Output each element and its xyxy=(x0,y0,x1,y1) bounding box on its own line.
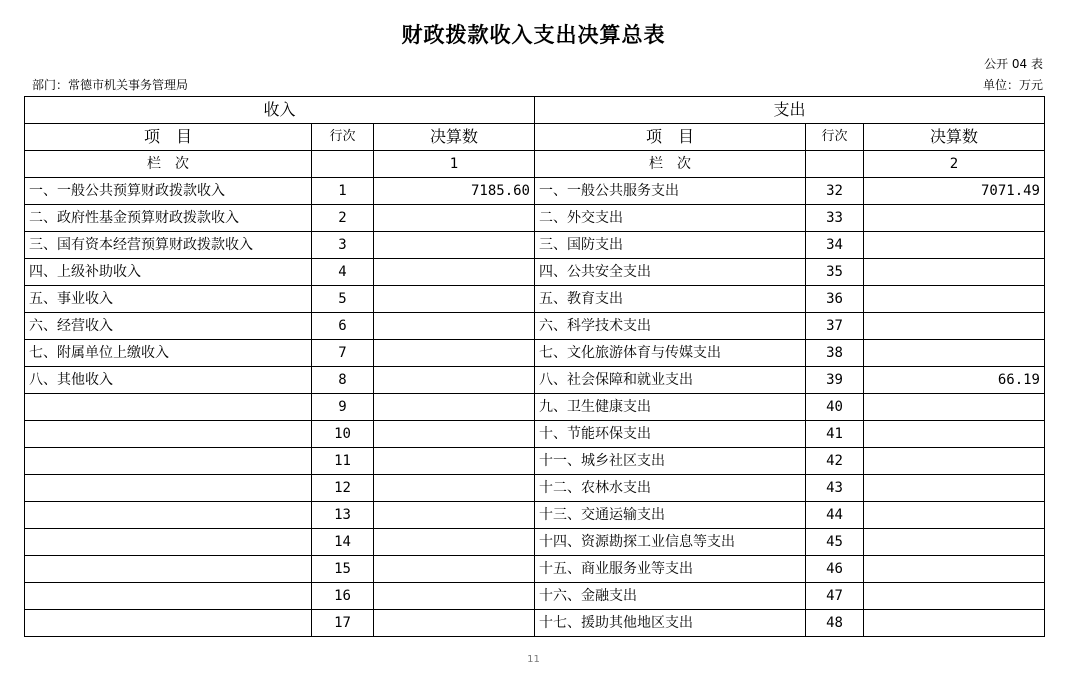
table-row xyxy=(25,583,1045,610)
expense-amount-cell xyxy=(864,340,1045,367)
expense-rowno-cell: 36 xyxy=(806,286,864,313)
income-amount-cell xyxy=(374,502,535,529)
table-row xyxy=(25,259,1045,286)
expense-rowno-cell: 37 xyxy=(806,313,864,340)
expense-amount-cell xyxy=(864,529,1045,556)
income-amount-cell xyxy=(374,394,535,421)
expense-amount-cell xyxy=(864,556,1045,583)
expense-item-cell: 十二、农林水支出 xyxy=(535,475,806,502)
income-amount-cell xyxy=(374,367,535,394)
expense-rowno-cell: 44 xyxy=(806,502,864,529)
table-row xyxy=(25,340,1045,367)
expense-rowno-cell: 46 xyxy=(806,556,864,583)
unit-label: 单位：万元 xyxy=(982,78,1043,92)
income-amount-cell: 7185.60 xyxy=(374,178,535,205)
income-rowno-cell: 5 xyxy=(312,286,374,313)
expense-amount-cell xyxy=(864,502,1045,529)
table-row xyxy=(25,205,1045,232)
expense-item-cell: 八、社会保障和就业支出 xyxy=(535,367,806,394)
income-rowno-cell: 17 xyxy=(312,610,374,637)
income-item-header: 项 目 xyxy=(25,124,312,151)
expense-item-cell: 十五、商业服务业等支出 xyxy=(535,556,806,583)
expense-amount-cell xyxy=(864,259,1045,286)
income-rowno-cell: 1 xyxy=(312,178,374,205)
income-amount-header: 决算数 xyxy=(374,124,535,151)
form-number: 公开 04 表 xyxy=(984,57,1043,71)
table-row xyxy=(25,448,1045,475)
table-row xyxy=(25,421,1045,448)
income-rowno-cell: 6 xyxy=(312,313,374,340)
expense-rowno-cell: 32 xyxy=(806,178,864,205)
expense-rowno-cell: 45 xyxy=(806,529,864,556)
income-amount-cell xyxy=(374,205,535,232)
expense-item-cell: 二、外交支出 xyxy=(535,205,806,232)
expense-item-cell: 十七、援助其他地区支出 xyxy=(535,610,806,637)
income-amount-cell xyxy=(374,529,535,556)
expense-amount-cell xyxy=(864,421,1045,448)
table-row xyxy=(25,313,1045,340)
expense-column-index: 2 xyxy=(864,151,1045,178)
income-rowno-cell: 8 xyxy=(312,367,374,394)
expense-rowno-cell: 47 xyxy=(806,583,864,610)
expense-rowno-cell: 35 xyxy=(806,259,864,286)
expense-item-cell: 五、教育支出 xyxy=(535,286,806,313)
expense-amount-cell: 66.19 xyxy=(864,367,1045,394)
table-row xyxy=(25,394,1045,421)
income-rowno-cell: 2 xyxy=(312,205,374,232)
expense-rowno-cell: 34 xyxy=(806,232,864,259)
table-row xyxy=(25,178,1045,205)
income-item-cell: 三、国有资本经营预算财政拨款收入 xyxy=(25,232,312,259)
expense-section-header: 支出 xyxy=(535,97,1045,124)
section-header-row xyxy=(25,97,1045,124)
expense-item-cell: 九、卫生健康支出 xyxy=(535,394,806,421)
income-rowno-cell: 7 xyxy=(312,340,374,367)
expense-item-cell: 十四、资源勘探工业信息等支出 xyxy=(535,529,806,556)
income-rowno-cell: 15 xyxy=(312,556,374,583)
table-row xyxy=(25,286,1045,313)
column-index-row xyxy=(25,151,1045,178)
income-amount-cell xyxy=(374,421,535,448)
expense-item-cell: 一、一般公共服务支出 xyxy=(535,178,806,205)
income-amount-cell xyxy=(374,556,535,583)
expense-column-label: 栏 次 xyxy=(535,151,806,178)
table-row xyxy=(25,529,1045,556)
income-item-cell xyxy=(25,394,312,421)
table-row xyxy=(25,475,1045,502)
income-amount-cell xyxy=(374,475,535,502)
income-item-cell: 七、附属单位上缴收入 xyxy=(25,340,312,367)
income-rowno-cell: 4 xyxy=(312,259,374,286)
expense-amount-cell: 7071.49 xyxy=(864,178,1045,205)
expense-rowno-cell: 48 xyxy=(806,610,864,637)
income-rowno-cell: 13 xyxy=(312,502,374,529)
expense-amount-cell xyxy=(864,448,1045,475)
income-rowno-cell: 14 xyxy=(312,529,374,556)
expense-item-cell: 六、科学技术支出 xyxy=(535,313,806,340)
expense-amount-cell xyxy=(864,394,1045,421)
income-item-cell xyxy=(25,502,312,529)
income-amount-cell xyxy=(374,583,535,610)
expense-amount-cell xyxy=(864,286,1045,313)
income-rowno-header: 行次 xyxy=(312,124,374,151)
income-item-cell xyxy=(25,556,312,583)
expense-amount-cell xyxy=(864,583,1045,610)
expense-item-cell: 十三、交通运输支出 xyxy=(535,502,806,529)
income-column-index: 1 xyxy=(374,151,535,178)
income-item-cell: 八、其他收入 xyxy=(25,367,312,394)
income-item-cell: 一、一般公共预算财政拨款收入 xyxy=(25,178,312,205)
expense-rowno-cell: 41 xyxy=(806,421,864,448)
page-number: 11 xyxy=(527,654,540,665)
income-rowno-blank xyxy=(312,151,374,178)
income-item-cell xyxy=(25,583,312,610)
budget-table xyxy=(24,96,1045,637)
expense-rowno-cell: 42 xyxy=(806,448,864,475)
income-amount-cell xyxy=(374,313,535,340)
income-item-cell xyxy=(25,475,312,502)
expense-amount-cell xyxy=(864,610,1045,637)
income-rowno-cell: 9 xyxy=(312,394,374,421)
table-row xyxy=(25,367,1045,394)
income-amount-cell xyxy=(374,286,535,313)
expense-rowno-cell: 40 xyxy=(806,394,864,421)
expense-amount-cell xyxy=(864,232,1045,259)
income-section-header: 收入 xyxy=(25,97,535,124)
income-amount-cell xyxy=(374,259,535,286)
table-row xyxy=(25,232,1045,259)
expense-rowno-blank xyxy=(806,151,864,178)
expense-item-cell: 十一、城乡社区支出 xyxy=(535,448,806,475)
table-row xyxy=(25,502,1045,529)
expense-rowno-cell: 33 xyxy=(806,205,864,232)
expense-rowno-cell: 38 xyxy=(806,340,864,367)
expense-item-cell: 十六、金融支出 xyxy=(535,583,806,610)
expense-item-header: 项 目 xyxy=(535,124,806,151)
income-item-cell xyxy=(25,448,312,475)
income-amount-cell xyxy=(374,448,535,475)
table-row xyxy=(25,556,1045,583)
expense-item-cell: 十、节能环保支出 xyxy=(535,421,806,448)
income-amount-cell xyxy=(374,610,535,637)
expense-item-cell: 七、文化旅游体育与传媒支出 xyxy=(535,340,806,367)
income-item-cell: 四、上级补助收入 xyxy=(25,259,312,286)
expense-rowno-header: 行次 xyxy=(806,124,864,151)
column-header-row xyxy=(25,124,1045,151)
expense-rowno-cell: 39 xyxy=(806,367,864,394)
table-row xyxy=(25,610,1045,637)
income-column-label: 栏 次 xyxy=(25,151,312,178)
income-amount-cell xyxy=(374,340,535,367)
expense-item-cell: 三、国防支出 xyxy=(535,232,806,259)
income-item-cell xyxy=(25,529,312,556)
expense-item-cell: 四、公共安全支出 xyxy=(535,259,806,286)
income-amount-cell xyxy=(374,232,535,259)
expense-amount-cell xyxy=(864,313,1045,340)
expense-amount-cell xyxy=(864,205,1045,232)
income-item-cell: 五、事业收入 xyxy=(25,286,312,313)
expense-amount-header: 决算数 xyxy=(864,124,1045,151)
income-rowno-cell: 10 xyxy=(312,421,374,448)
income-rowno-cell: 11 xyxy=(312,448,374,475)
department-label: 部门：常德市机关事务管理局 xyxy=(32,78,189,92)
income-item-cell: 二、政府性基金预算财政拨款收入 xyxy=(25,205,312,232)
income-item-cell xyxy=(25,421,312,448)
income-rowno-cell: 16 xyxy=(312,583,374,610)
income-rowno-cell: 12 xyxy=(312,475,374,502)
income-item-cell: 六、经营收入 xyxy=(25,313,312,340)
expense-amount-cell xyxy=(864,475,1045,502)
income-rowno-cell: 3 xyxy=(312,232,374,259)
expense-rowno-cell: 43 xyxy=(806,475,864,502)
page-title: 财政拨款收入支出决算总表 xyxy=(401,23,666,47)
income-item-cell xyxy=(25,610,312,637)
